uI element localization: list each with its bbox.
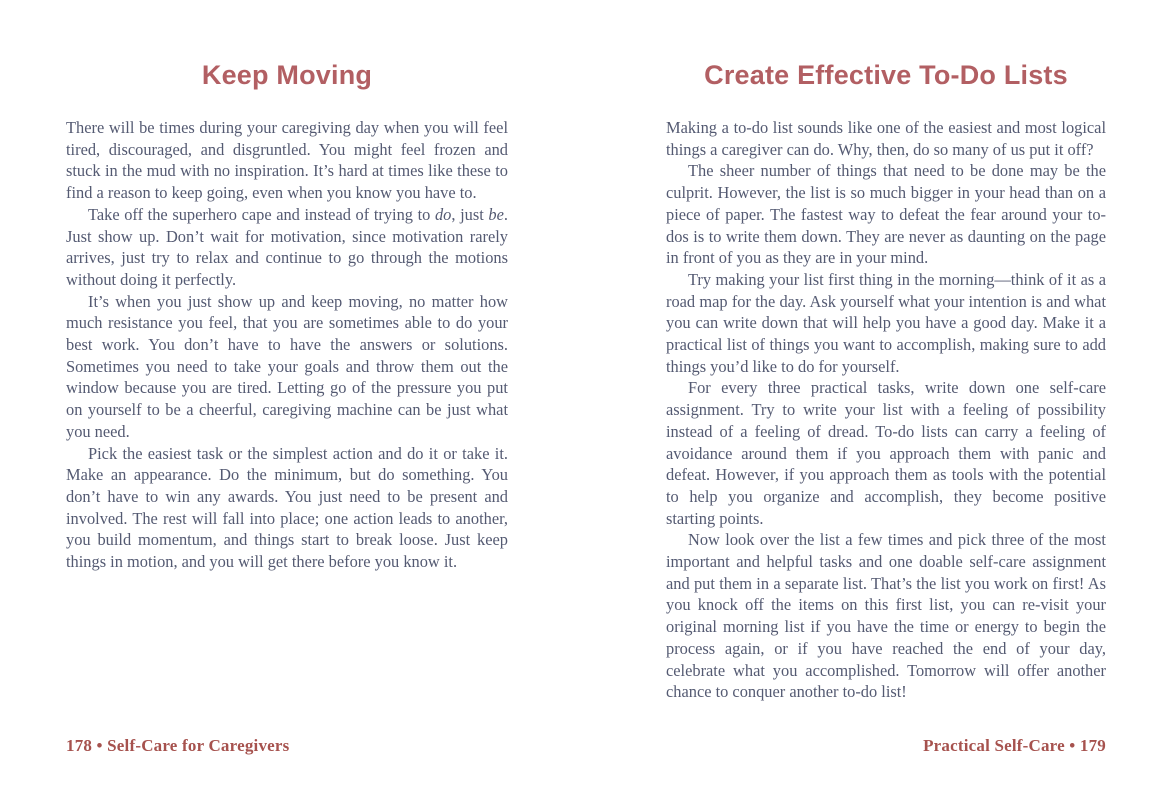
paragraph: Now look over the list a few times and pick three of the most important and helpful tasks and one doable self-care assignment and put them in a separate list. That’s the list you work on first! As you knock off the items on this first list, you can re-visit your original morning list if you have the time or energy to begin the process again, or if you have reached the end of your day, celebrate what you accomplished. Tomorrow will offer another chance to conquer another to-do list!	[666, 530, 1106, 702]
paragraph: There will be times during your caregiving day when you will feel tired, discouraged, and disgruntled. You might feel frozen and stuck in the mud with no inspiration. It’s hard at times like these to find a reason to keep going, even when you know you have to.	[66, 118, 508, 203]
paragraph: Making a to-do list sounds like one of the easiest and most logical things a caregiver can do. Why, then, do so many of us put it off?	[666, 118, 1106, 159]
right-page-footer: Practical Self-Care • 179	[923, 736, 1106, 755]
paragraph: Take off the superhero cape and instead of trying to do, just be. Just show up. Don’t wait for motivation, since motivation rarely arrives, just try to relax and continue to go through the motions without doing it perfectly.	[66, 204, 508, 289]
left-page	[66, 0, 508, 800]
left-page-title: Keep Moving	[201, 60, 373, 90]
left-page-footer: 178 • Self-Care for Caregivers	[66, 736, 290, 755]
paragraph: Pick the easiest task or the simplest action and do it or take it. Make an appearance. Do the minimum, but do something. You don’t have to win any awards. You just need to be present and involved. The rest will fall into place; one action leads to another, you build momentum, and things start to break loose. Just keep things in motion, and you will get there before you know it.	[66, 443, 508, 572]
right-page	[666, 0, 1106, 800]
right-page-title: Create Effective To-Do Lists	[704, 60, 1068, 90]
right-page-body	[666, 117, 1106, 703]
paragraph: Try making your list first thing in the morning—think of it as a road map for the day. Ask yourself what your intention is and what you can write down that will help you have a good day. Make it a practical list of things you want to accomplish, making sure to add things you’d like to do for yourself.	[666, 269, 1106, 376]
left-page-body	[66, 117, 508, 573]
paragraph: It’s when you just show up and keep moving, no matter how much resistance you feel, that you are sometimes able to do your best work. You don’t have to have the answers or solutions. Sometimes you need to take your goals and throw them out the window because you are tired. Letting go of the pressure you put on yourself to be a cheerful, caregiving machine can be just what you need.	[66, 291, 508, 441]
paragraph: For every three practical tasks, write down one self-care assignment. Try to write your list with a feeling of possibility instead of a feeling of dread. To-do lists can carry a feeling of avoidance around them if you approach them with panic and defeat. However, if you approach them as tools with the potential to help you organize and accomplish, they become positive starting points.	[666, 378, 1106, 528]
paragraph: The sheer number of things that need to be done may be the culprit. However, the list is so much bigger in your head than on a piece of paper. The fastest way to defeat the fear around your to-dos is to write them down. They are never as daunting on the page in front of you as they are in your mind.	[666, 161, 1106, 268]
